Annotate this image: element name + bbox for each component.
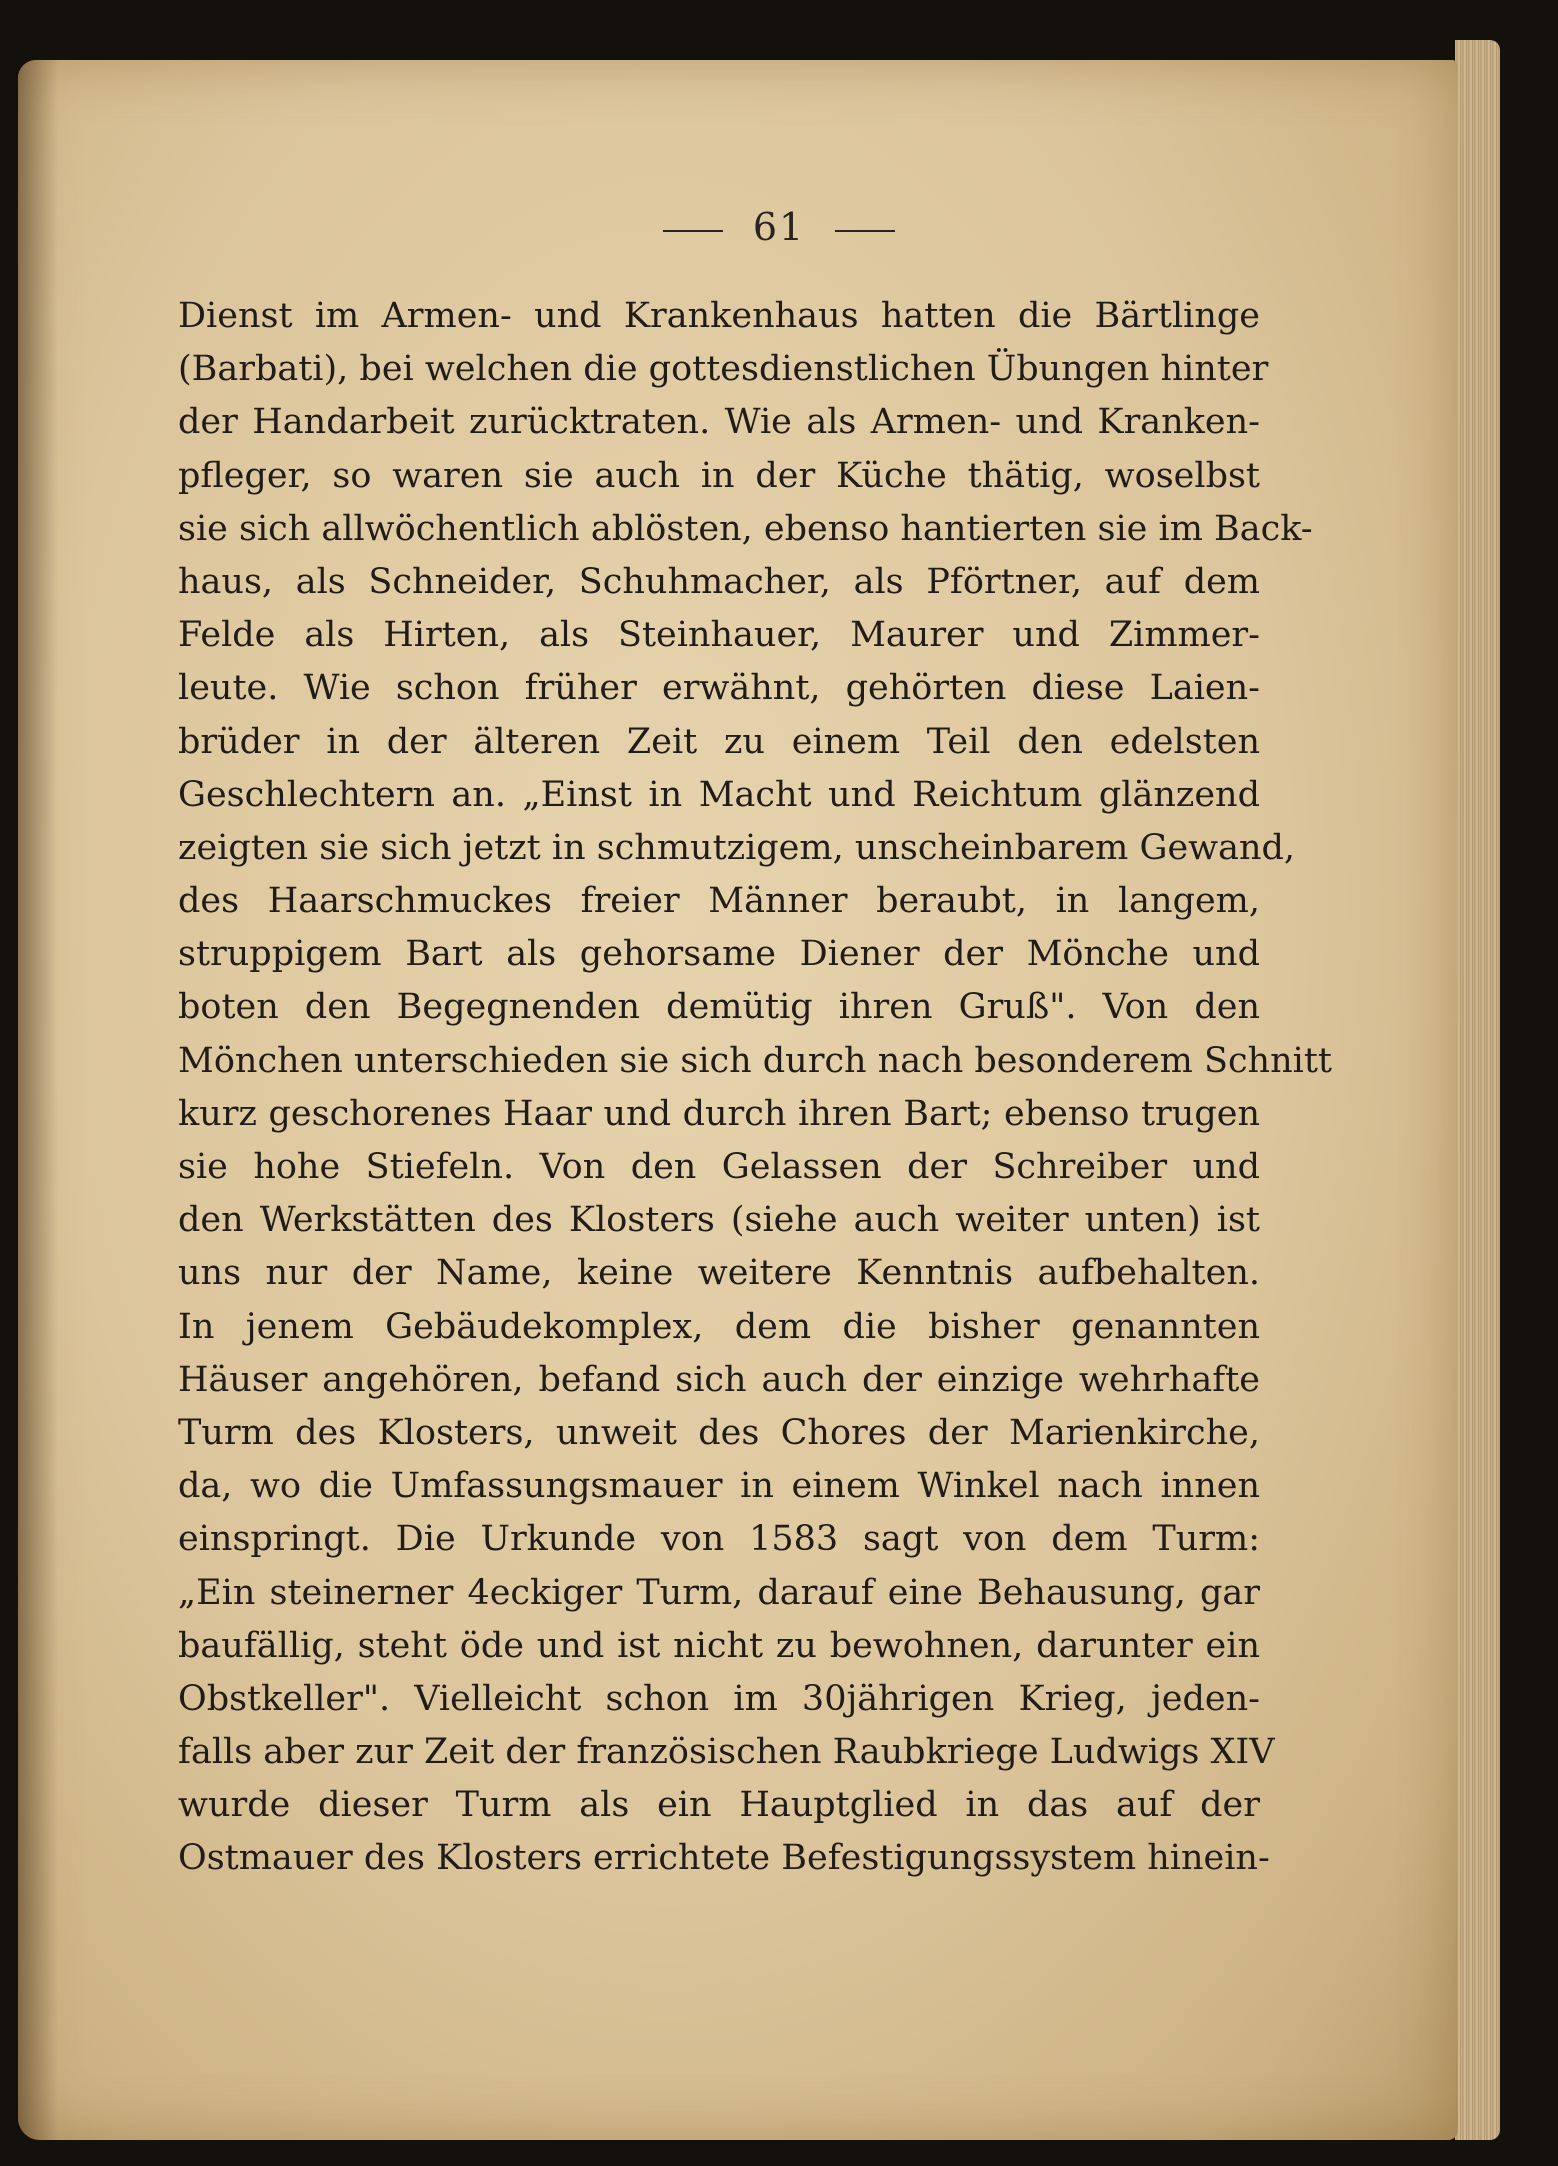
text-line: boten den Begegnenden demütig ihren Gruß". Von den (178, 987, 1260, 1028)
text-line: struppigem Bart als gehorsame Diener der Mönche und (178, 934, 1260, 975)
text-line: des Haarschmuckes freier Männer beraubt, in langem, (178, 881, 1260, 922)
text-line: „Ein steinerner 4eckiger Turm, darauf eine Behausung, gar (178, 1572, 1260, 1613)
text-line: der Handarbeit zurücktraten. Wie als Armen- und Kranken- (178, 402, 1260, 443)
text-line: einspringt. Die Urkunde von 1583 sagt von dem Turm: (178, 1519, 1260, 1560)
text-line: zeigten sie sich jetzt in schmutzigem, unscheinbarem Gewand, (178, 827, 1296, 868)
text-line: wurde dieser Turm als ein Hauptglied in das auf der (178, 1785, 1260, 1826)
page-gutter-shadow (18, 60, 58, 2140)
text-line: baufällig, steht öde und ist nicht zu bewohnen, darunter ein (178, 1625, 1260, 1666)
text-line: sie sich allwöchentlich ablösten, ebenso hantierten sie im Back- (178, 508, 1313, 549)
header-dash-left (663, 230, 723, 232)
text-line: Obstkeller". Vielleicht schon im 30jährigen Krieg, jeden- (178, 1678, 1260, 1719)
page-number: 61 (752, 205, 806, 249)
text-line: kurz geschorenes Haar und durch ihren Bart; ebenso trugen (178, 1093, 1260, 1134)
text-line: pfleger, so waren sie auch in der Küche thätig, woselbst (178, 455, 1260, 496)
text-line: sie hohe Stiefeln. Von den Gelassen der Schreiber und (178, 1147, 1260, 1187)
page-header (0, 205, 1558, 249)
text-line: brüder in der älteren Zeit zu einem Teil den edelsten (178, 721, 1260, 762)
text-line: Turm des Klosters, unweit des Chores der Marienkirche, (178, 1412, 1260, 1453)
text-line: da, wo die Umfassungsmauer in einem Winkel nach innen (178, 1466, 1260, 1507)
text-line: haus, als Schneider, Schuhmacher, als Pförtner, auf dem (178, 561, 1260, 602)
text-line: falls aber zur Zeit der französischen Raubkriege Ludwigs XIV (178, 1732, 1275, 1773)
page-edges (1455, 40, 1500, 2140)
text-line: (Barbati), bei welchen die gottesdienstlichen Übungen hinter (178, 349, 1269, 390)
text-line: Mönchen unterschieden sie sich durch nach besonderem Schnitt (178, 1040, 1332, 1081)
text-line: Dienst im Armen- und Krankenhaus hatten die Bärtlinge (178, 296, 1260, 336)
text-line: Ostmauer des Klosters errichtete Befestigungssystem hinein- (178, 1838, 1270, 1879)
body-text (178, 290, 1332, 1886)
text-line: uns nur der Name, keine weitere Kenntnis aufbehalten. (178, 1253, 1260, 1294)
text-line: den Werkstätten des Klosters (siehe auch weiter unten) ist (178, 1200, 1260, 1241)
text-line: Felde als Hirten, als Steinhauer, Maurer und Zimmer- (178, 615, 1260, 656)
text-line: Geschlechtern an. „Einst in Macht und Reichtum glänzend (178, 774, 1260, 815)
header-dash-right (835, 230, 895, 232)
text-line: leute. Wie schon früher erwähnt, gehörten diese Laien- (178, 668, 1260, 709)
text-line: Häuser angehören, befand sich auch der einzige wehrhafte (178, 1359, 1260, 1400)
text-line: In jenem Gebäudekomplex, dem die bisher genannten (178, 1306, 1260, 1347)
